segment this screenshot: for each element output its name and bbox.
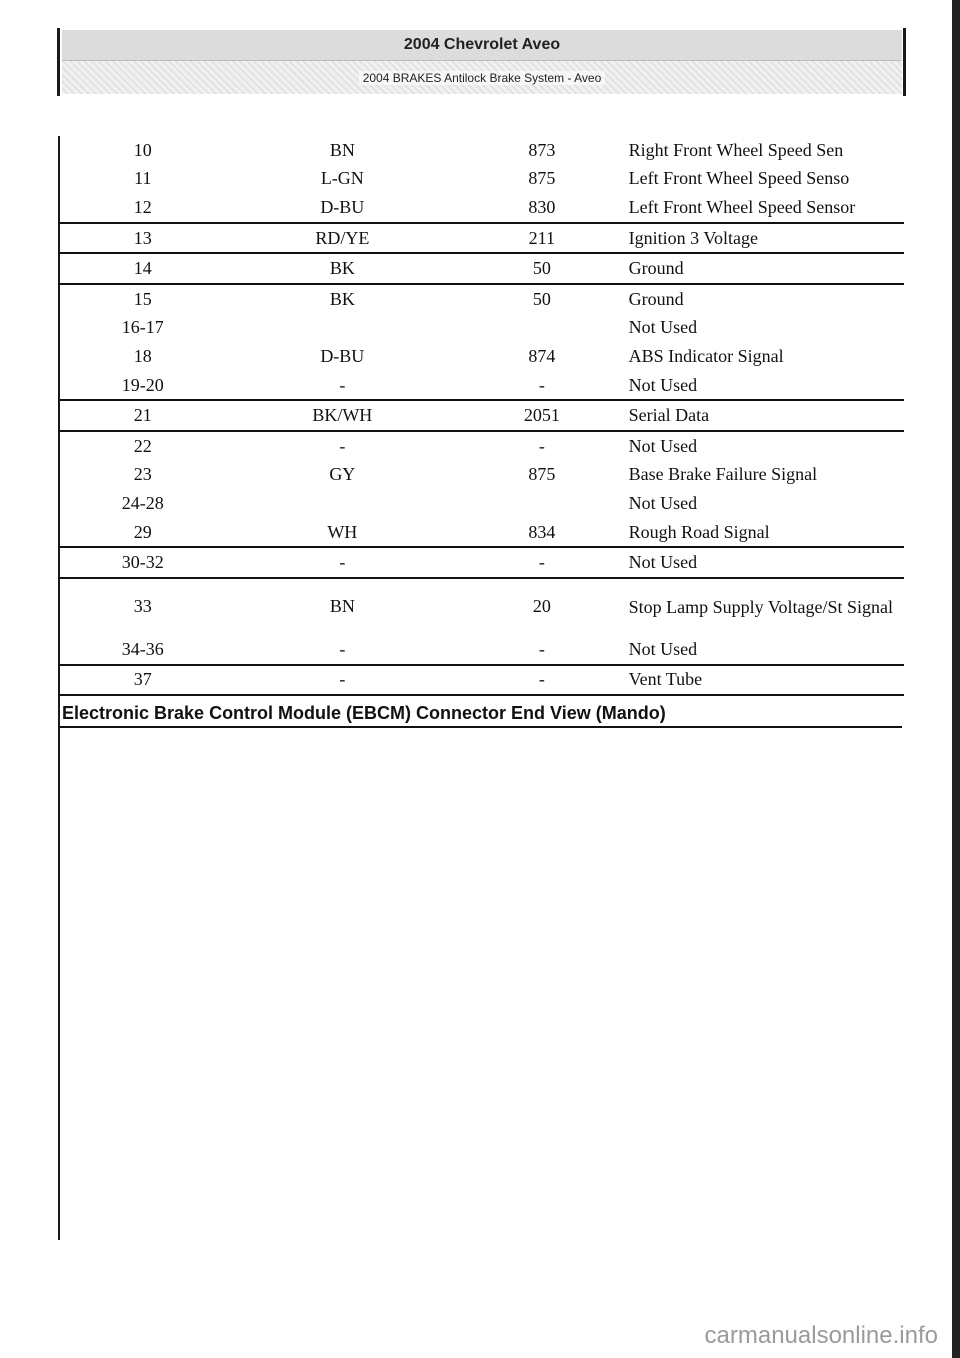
table-row: [58, 635, 904, 664]
table-row: [58, 252, 904, 283]
function-cell: Base Brake Failure Signal: [628, 464, 818, 485]
function-cell: Serial Data: [628, 405, 710, 426]
table-row: [58, 430, 904, 461]
pin-cell: 15: [133, 288, 152, 309]
pin-cell: 16-17: [121, 317, 164, 338]
table-row: [58, 136, 904, 165]
pin-cell: 29: [133, 521, 152, 542]
table-row: [58, 222, 904, 253]
circuit-cell: -: [538, 552, 545, 573]
wire-color-cell: BN: [329, 596, 355, 617]
document-header: [62, 30, 902, 94]
table-row: [58, 664, 904, 697]
circuit-cell: 875: [528, 168, 556, 189]
function-cell: Not Used: [628, 435, 698, 456]
wire-color-cell: BK: [329, 258, 355, 279]
pin-cell: 11: [134, 168, 152, 189]
connector-pin-table: [58, 136, 904, 696]
function-cell: Right Front Wheel Speed Sen: [628, 139, 844, 160]
wire-color-cell: RD/YE: [315, 227, 370, 248]
document-title: 2004 Chevrolet Aveo: [62, 30, 902, 61]
wire-color-cell: -: [339, 669, 346, 690]
pin-cell: 22: [133, 435, 152, 456]
function-cell: Vent Tube: [628, 669, 703, 690]
wire-color-cell: WH: [327, 521, 358, 542]
header-frame-right: [903, 28, 906, 96]
function-cell: Ground: [628, 258, 684, 279]
wire-color-cell: D-BU: [320, 345, 365, 366]
circuit-cell: 50: [532, 258, 551, 279]
wire-color-cell: -: [339, 552, 346, 573]
wire-color-cell: L-GN: [320, 168, 364, 189]
pin-cell: 34-36: [121, 638, 164, 659]
table-row: [58, 342, 904, 371]
table-row: [58, 399, 904, 430]
watermark: carmanualsonline.info: [704, 1322, 938, 1349]
pin-cell: 23: [133, 464, 152, 485]
pin-cell: 37: [133, 669, 152, 690]
function-cell: Stop Lamp Supply Voltage/St Signal: [628, 596, 893, 617]
pin-cell: 30-32: [121, 552, 164, 573]
circuit-cell: 834: [528, 521, 556, 542]
table-row: [58, 193, 904, 222]
circuit-cell: -: [538, 638, 545, 659]
pin-cell: 18: [133, 345, 152, 366]
pin-cell: 13: [133, 227, 152, 248]
table-row: [58, 165, 904, 194]
page-right-edge: [952, 0, 960, 1358]
circuit-cell: 50: [532, 288, 551, 309]
figure-caption: Electronic Brake Control Module (EBCM) Connector End View (Mando): [62, 703, 666, 723]
table-row: [58, 518, 904, 547]
function-cell: Not Used: [628, 317, 698, 338]
pin-cell: 10: [133, 139, 152, 160]
table-row: [58, 546, 904, 577]
circuit-cell: 875: [528, 464, 556, 485]
pin-cell: 12: [133, 196, 152, 217]
circuit-cell: 2051: [523, 405, 560, 426]
table-row: [58, 577, 904, 635]
circuit-cell: -: [538, 669, 545, 690]
function-cell: Not Used: [628, 552, 698, 573]
function-cell: Not Used: [628, 374, 698, 395]
wire-color-cell: -: [339, 638, 346, 659]
function-cell: ABS Indicator Signal: [628, 345, 784, 366]
document-subtitle: 2004 BRAKES Antilock Brake System - Aveo: [359, 71, 606, 85]
table-row: [58, 314, 904, 343]
function-cell: Ground: [628, 288, 684, 309]
pin-cell: 33: [133, 596, 152, 617]
circuit-cell: 830: [528, 196, 556, 217]
function-cell: Left Front Wheel Speed Senso: [628, 168, 850, 189]
table-row: [58, 371, 904, 400]
circuit-cell: 20: [532, 596, 551, 617]
table-row: [58, 461, 904, 490]
wire-color-cell: GY: [329, 464, 356, 485]
wire-color-cell: -: [339, 374, 346, 395]
circuit-cell: 211: [528, 227, 556, 248]
connector-end-view-figure: [60, 726, 902, 1240]
pin-cell: 24-28: [121, 492, 164, 513]
function-cell: Not Used: [628, 492, 698, 513]
table-row: [58, 283, 904, 314]
wire-color-cell: BK: [329, 288, 355, 309]
pin-cell: 19-20: [121, 374, 164, 395]
document-subtitle-bar: [62, 61, 902, 94]
circuit-cell: -: [538, 435, 545, 456]
wire-color-cell: D-BU: [320, 196, 365, 217]
table-row: [58, 489, 904, 518]
wire-color-cell: BK/WH: [312, 405, 373, 426]
function-cell: Rough Road Signal: [628, 521, 770, 542]
circuit-cell: 874: [528, 345, 556, 366]
pin-cell: 14: [133, 258, 152, 279]
function-cell: Ignition 3 Voltage: [628, 227, 758, 248]
header-frame-left: [57, 28, 60, 96]
wire-color-cell: BN: [329, 139, 355, 160]
circuit-cell: 873: [528, 139, 556, 160]
circuit-cell: -: [538, 374, 545, 395]
function-cell: Left Front Wheel Speed Sensor: [628, 196, 856, 217]
function-cell: Not Used: [628, 638, 698, 659]
wire-color-cell: -: [339, 435, 346, 456]
pin-cell: 21: [133, 405, 152, 426]
